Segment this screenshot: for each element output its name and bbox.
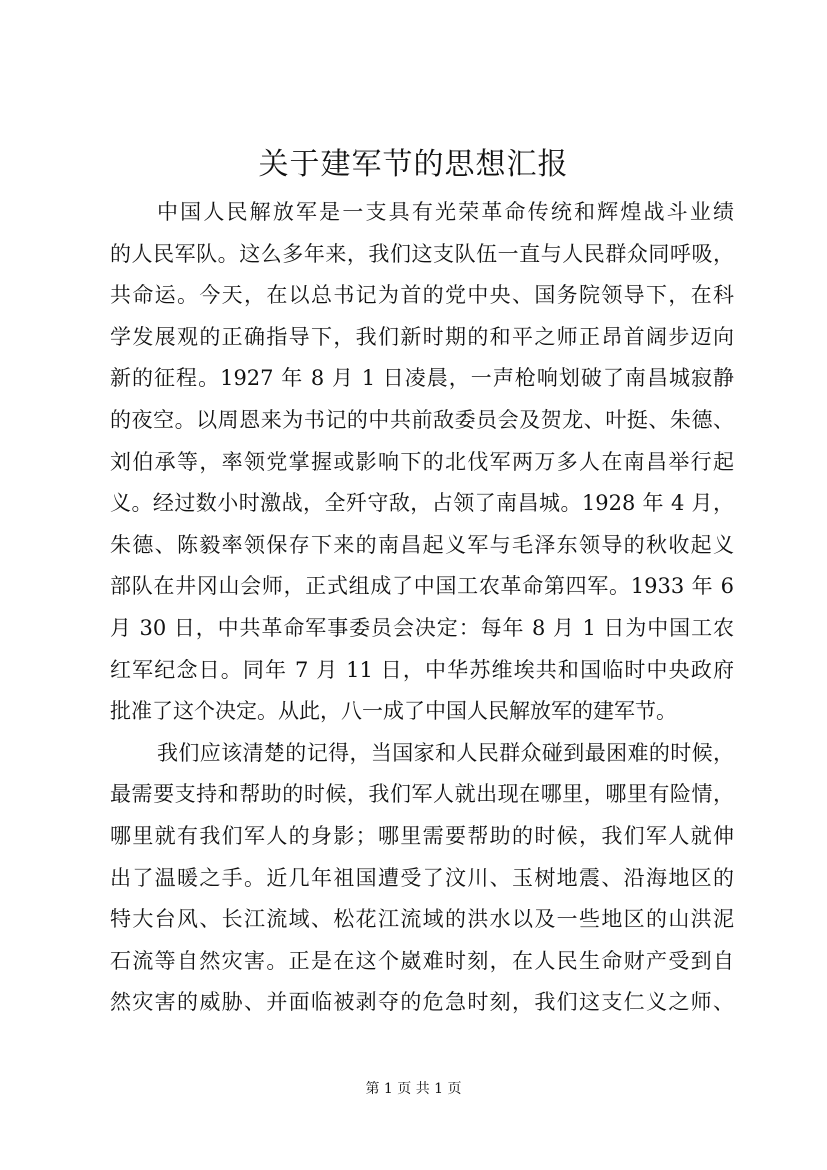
document-title: 关于建军节的思想汇报	[258, 147, 569, 182]
text-line: 中国人民解放军是一支具有光荣革命传统和辉煌战斗业绩	[157, 200, 734, 224]
text-line: 朱德、陈毅率领保存下来的南昌起义军与毛泽东领导的秋收起义	[110, 532, 734, 557]
text-line: 出了温暖之手。近几年祖国遭受了汶川、玉树地震、沿海地区的	[110, 865, 734, 890]
text-line: 特大台风、长江流域、松花江流域的洪水以及一些地区的山洪泥	[110, 907, 734, 932]
text-line: 然灾害的威胁、并面临被剥夺的危急时刻，我们这支仁义之师、	[110, 990, 734, 1015]
text-line: 共命运。今天，在以总书记为首的党中央、国务院领导下，在科	[110, 283, 734, 308]
text-line: 刘伯承等，率领党掌握或影响下的北伐军两万多人在南昌举行起	[110, 449, 734, 474]
text-line: 新的征程。1927 年 8 月 1 日凌晨，一声枪响划破了南昌城寂静	[110, 366, 734, 391]
text-line: 最需要支持和帮助的时候，我们军人就出现在哪里，哪里有险情，	[110, 782, 734, 807]
text-line: 红军纪念日。同年 7 月 11 日，中华苏维埃共和国临时中央政府	[110, 657, 734, 682]
text-line: 我们应该清楚的记得，当国家和人民群众碰到最困难的时候，	[157, 740, 734, 765]
page-footer: 第 1 页 共 1 页	[365, 1081, 462, 1097]
text-line: 哪里就有我们军人的身影；哪里需要帮助的时候，我们军人就伸	[110, 823, 734, 848]
text-line: 石流等自然灾害。正是在这个崴难时刻，在人民生命财产受到自	[110, 948, 734, 973]
text-line: 义。经过数小时激战，全歼守敌，占领了南昌城。1928 年 4 月，	[110, 491, 734, 516]
text-line: 月 30 日，中共革命军事委员会决定：每年 8 月 1 日为中国工农	[110, 615, 734, 640]
text-line: 的人民军队。这么多年来，我们这支队伍一直与人民群众同呼吸，	[110, 241, 734, 266]
text-line: 的夜空。以周恩来为书记的中共前敌委员会及贺龙、叶挺、朱德、	[110, 407, 734, 432]
text-line: 批准了这个决定。从此，八一成了中国人民解放军的建军节。	[110, 699, 677, 724]
text-line: 学发展观的正确指导下，我们新时期的和平之师正昂首阔步迈向	[110, 324, 734, 349]
text-line: 部队在井冈山会师，正式组成了中国工农革命第四军。1933 年 6	[110, 574, 734, 599]
document-body	[110, 192, 734, 1024]
